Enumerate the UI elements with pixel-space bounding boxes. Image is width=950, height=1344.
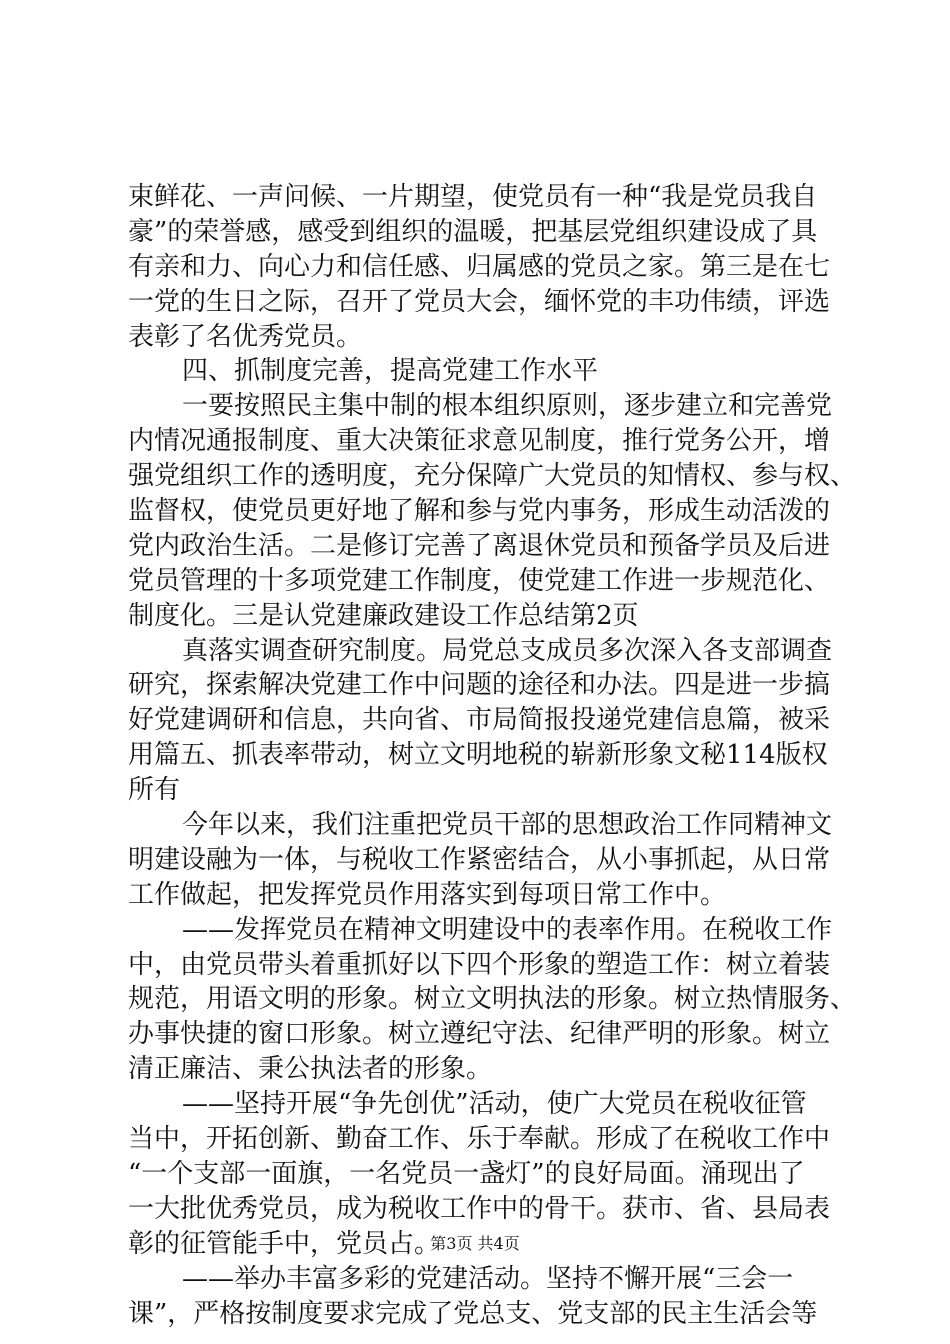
text-line: 用篇五、抓表率带动，树立文明地税的崭新形象文秘114版权 xyxy=(128,740,828,771)
text-line: 真落实调查研究制度。局党总支成员多次深入各支部调查 xyxy=(182,635,833,666)
text-line: ——发挥党员在精神文明建设中的表率作用。在税收工作 xyxy=(182,914,833,945)
text-line: 工作做起，把发挥党员作用落实到每项日常工作中。 xyxy=(128,879,727,910)
text-line: 内情况通报制度、重大决策征求意见制度，推行党务公开，增 xyxy=(128,426,831,457)
text-line: 四、抓制度完善，提高党建工作水平 xyxy=(182,356,599,387)
page-footer: 第3页 共4页 xyxy=(430,1234,520,1253)
text-line: ——举办丰富多彩的党建活动。坚持不懈开展“三会一 xyxy=(182,1263,794,1294)
text-line: 所有 xyxy=(128,775,181,806)
text-line: 清正廉洁、秉公执法者的形象。 xyxy=(128,1054,493,1085)
text-line: 有亲和力、向心力和信任感、归属感的党员之家。第三是在七 xyxy=(128,251,831,282)
text-line: “一个支部一面旗，一名党员一盏灯”的良好局面。涌现出了 xyxy=(128,1158,805,1189)
text-line: 彰的征管能手中，党员占。 xyxy=(128,1228,441,1259)
text-line: 党内政治生活。二是修订完善了离退休党员和预备学员及后进 xyxy=(128,530,831,561)
text-line: 一党的生日之际，召开了党员大会，缅怀党的丰功伟绩，评选 xyxy=(128,286,831,317)
text-line: 强党组织工作的透明度，充分保障广大党员的知情权、参与权、 xyxy=(128,461,857,492)
text-line: 党员管理的十多项党建工作制度，使党建工作进一步规范化、 xyxy=(128,565,831,596)
text-line: 当中，开拓创新、勤奋工作、乐于奉献。形成了在税收工作中 xyxy=(128,1124,831,1155)
document-body xyxy=(128,180,857,1331)
text-line: 好党建调研和信息，共向省、市局简报投递党建信息篇，被采 xyxy=(128,705,831,736)
text-line: 一要按照民主集中制的根本组织原则，逐步建立和完善党 xyxy=(182,391,833,422)
text-line: 今年以来，我们注重把党员干部的思想政治工作同精神文 xyxy=(182,810,833,841)
text-line: 中，由党员带头着重抓好以下四个形象的塑造工作：树立着装 xyxy=(128,949,831,980)
text-line: 明建设融为一体，与税收工作紧密结合，从小事抓起，从日常 xyxy=(128,844,831,875)
text-line: 办事快捷的窗口形象。树立遵纪守法、纪律严明的形象。树立 xyxy=(128,1019,831,1050)
text-line: ——坚持开展“争先创优”活动，使广大党员在税收征管 xyxy=(182,1089,807,1120)
text-line: 研究，探索解决党建工作中问题的途径和办法。四是进一步搞 xyxy=(128,670,831,701)
text-line: 束鲜花、一声问候、一片期望，使党员有一种“我是党员我自 xyxy=(128,182,818,212)
text-line: 监督权，使党员更好地了解和参与党内事务，形成生动活泼的 xyxy=(128,496,831,527)
text-line: 课”，严格按制度要求完成了党总支、党支部的民主生活会等 xyxy=(128,1298,818,1329)
text-line: 豪”的荣誉感，感受到组织的温暖，把基层党组织建设成了具 xyxy=(128,216,818,247)
text-line: 制度化。三是认党建廉政建设工作总结第2页 xyxy=(128,600,639,631)
text-line: 表彰了名优秀党员。 xyxy=(128,321,363,352)
text-line: 一大批优秀党员，成为税收工作中的骨干。获市、省、县局表 xyxy=(128,1193,831,1224)
text-line: 规范，用语文明的形象。树立文明执法的形象。树立热情服务、 xyxy=(128,984,857,1015)
